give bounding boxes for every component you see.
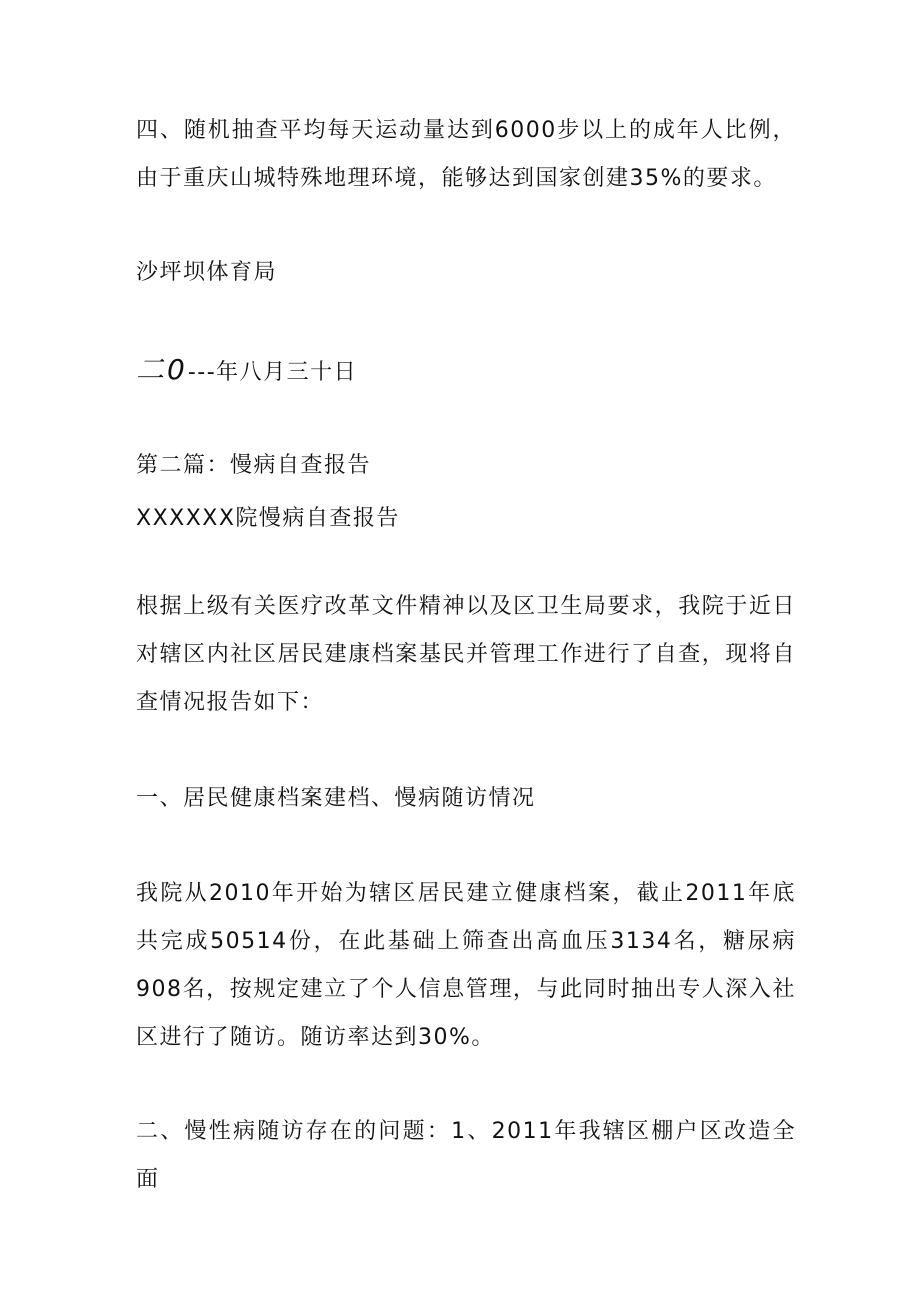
section-one-heading: 一、居民健康档案建档、慢病随访情况: [136, 786, 536, 811]
section-one-body: 我院从2010年开始为辖区居民建立健康档案，截止2011年底共完成50514份，在此基础上筛查出高血压3134名，糖尿病908名，按规定建立了个人信息管理，与此同时抽出专人深入社区进行了随访。随访率达到30%。: [136, 881, 796, 1050]
date-prefix: 二0: [136, 353, 188, 386]
date-rest: ---年八月三十日: [187, 360, 358, 385]
part-two-title: 第二篇：慢病自查报告: [136, 453, 372, 478]
section-two-start: 二、慢性病随访存在的问题：1、2011年我辖区棚户区改造全面: [136, 1119, 796, 1192]
intro-paragraph: 根据上级有关医疗改革文件精神以及区卫生局要求，我院于近日对辖区内社区居民建康档案基民并管理工作进行了自查，现将自查情况报告如下：: [136, 594, 796, 715]
signature-organization: 沙坪坝体育局: [136, 260, 278, 285]
report-title: XXXXXX院慢病自查报告: [136, 506, 400, 531]
signature-date: [136, 346, 357, 397]
paragraph-item-four: 四、随机抽查平均每天运动量达到6000步以上的成年人比例，由于重庆山城特殊地理环境，能够达到国家创建35%的要求。: [136, 118, 796, 191]
